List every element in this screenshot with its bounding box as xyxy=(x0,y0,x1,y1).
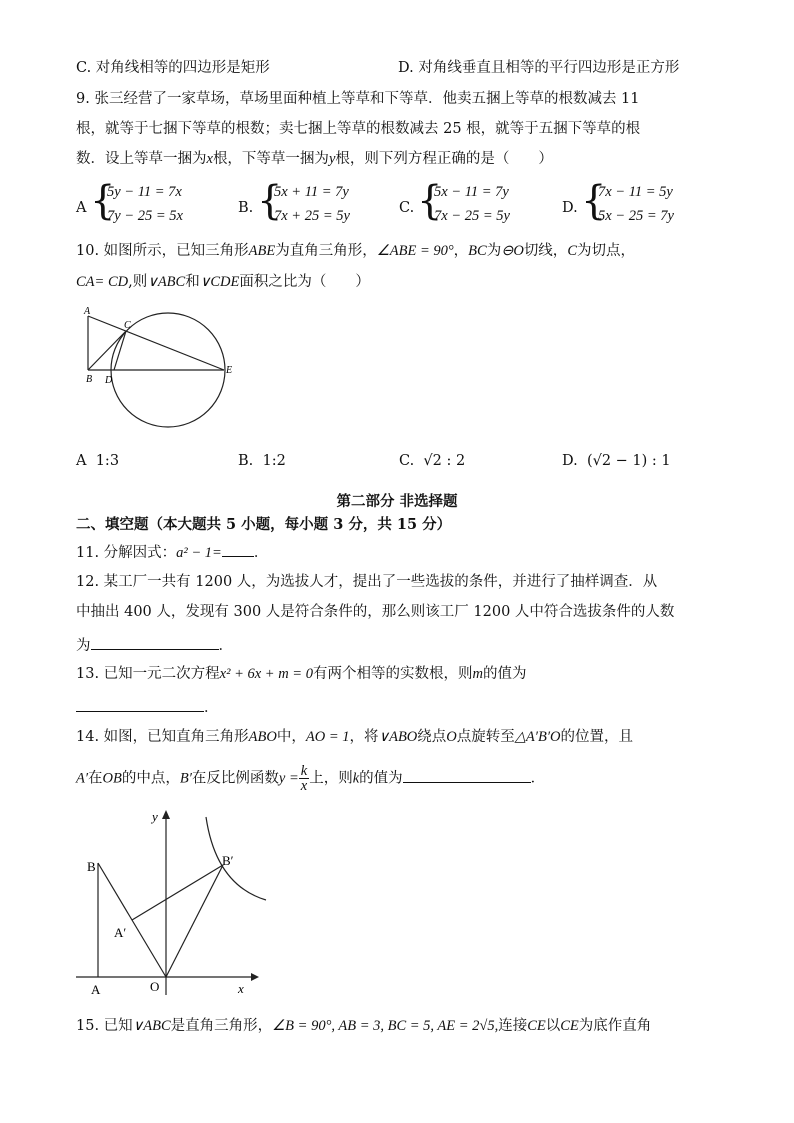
q14-line-1: 14. 如图，已知直角三角形ABO中，AO = 1，将∨ABO绕点O点旋转至△A′B′O的位置，且 xyxy=(76,729,633,745)
q10-option-c[interactable]: C. √2 : 2 xyxy=(399,453,466,469)
answer-blank[interactable] xyxy=(403,766,531,783)
brace-icon: { xyxy=(581,178,607,224)
label-e: E xyxy=(226,365,233,376)
q10-option-a[interactable]: A 1:3 xyxy=(76,453,120,469)
label-y: y xyxy=(152,809,158,824)
label-b: B xyxy=(87,859,96,874)
q9-line-1: 9. 张三经营了一家草场，草场里面种植上等草和下等草．他卖五捆上等草的根数减去 11 xyxy=(76,91,640,107)
fraction-k-over-x: $\frac{k}{x}$ xyxy=(300,763,308,794)
label-a: A xyxy=(91,982,101,997)
answer-blank[interactable] xyxy=(91,633,219,650)
q9-line-2: 根，就等于七捆下等草的根数；卖七捆上等草的根数减去 25 根，就等于五捆下等草的根 xyxy=(76,121,641,137)
x-axis-arrow-icon xyxy=(251,973,259,981)
brace-icon: { xyxy=(417,178,443,224)
part-2-heading: 第二部分 非选择题 xyxy=(336,493,458,510)
q14-line-2: A′在OB的中点，B′在反比例函数y = $\frac{k}{x}$ 上，则k的值为 ． xyxy=(76,763,546,794)
answer-blank[interactable] xyxy=(222,540,254,557)
segment-ae xyxy=(88,316,224,370)
answer-blank[interactable] xyxy=(76,695,204,712)
q10-option-d[interactable]: D. (√2 − 1) : 1 xyxy=(562,453,671,469)
q13-line-1: 13. 已知一元二次方程x² + 6x + m = 0有两个相等的实数根，则m的值为 xyxy=(76,666,527,682)
q8-option-c: C. 对角线相等的四边形是矩形 xyxy=(76,60,270,76)
label-x: x xyxy=(238,981,244,996)
brace-icon: { xyxy=(90,178,116,224)
label-a-prime: A′ xyxy=(114,925,127,940)
q12-line-3: 为 ． xyxy=(76,633,233,656)
q12-line-1: 12. 某工厂一共有 1200 人，为选拔人才，提出了一些选拔的条件，并进行了抽样调查．从 xyxy=(76,574,658,590)
q10-line-1: 10. 如图所示，已知三角形ABE为直角三角形，∠ABE = 90°，BC为⊖O切线，C为切点， xyxy=(76,243,635,259)
q10-line-2: CA= CD,则∨ABC和∨CDE面积之比为（ ） xyxy=(76,274,370,290)
q15-line-1: 15. 已知∨ABC是直角三角形，∠B = 90°, AB = 3, BC = 5, AE = 2√5,连接CE以CE为底作直角 xyxy=(76,1018,652,1034)
label-d: D xyxy=(105,375,113,386)
q10-figure xyxy=(76,300,246,430)
q14-figure xyxy=(76,805,276,1005)
label-c: C xyxy=(124,320,131,331)
q12-line-2: 中抽出 400 人，发现有 300 人是符合条件的，那么则该工厂 1200 人中符合选拔条件的人数 xyxy=(76,604,675,620)
label-a: A xyxy=(84,306,91,317)
q13-line-2: ． xyxy=(76,695,219,718)
label-b-prime: B′ xyxy=(222,853,234,868)
q9-line-3: 数．设上等草一捆为x根，下等草一捆为y根，则下列方程正确的是（ ） xyxy=(76,151,553,167)
q8-option-d: D. 对角线垂直且相等的平行四边形是正方形 xyxy=(398,60,680,76)
label-b: B xyxy=(86,374,93,385)
label-o: O xyxy=(150,979,160,994)
brace-icon: { xyxy=(257,178,283,224)
section-2-heading: 二、填空题（本大题共 5 小题，每小题 3 分，共 15 分） xyxy=(76,516,452,533)
q10-option-b[interactable]: B. 1:2 xyxy=(238,453,286,469)
q11: 11. 分解因式：a² − 1= ． xyxy=(76,540,268,563)
hyperbola-curve xyxy=(206,817,266,900)
y-axis-arrow-icon xyxy=(162,810,170,819)
